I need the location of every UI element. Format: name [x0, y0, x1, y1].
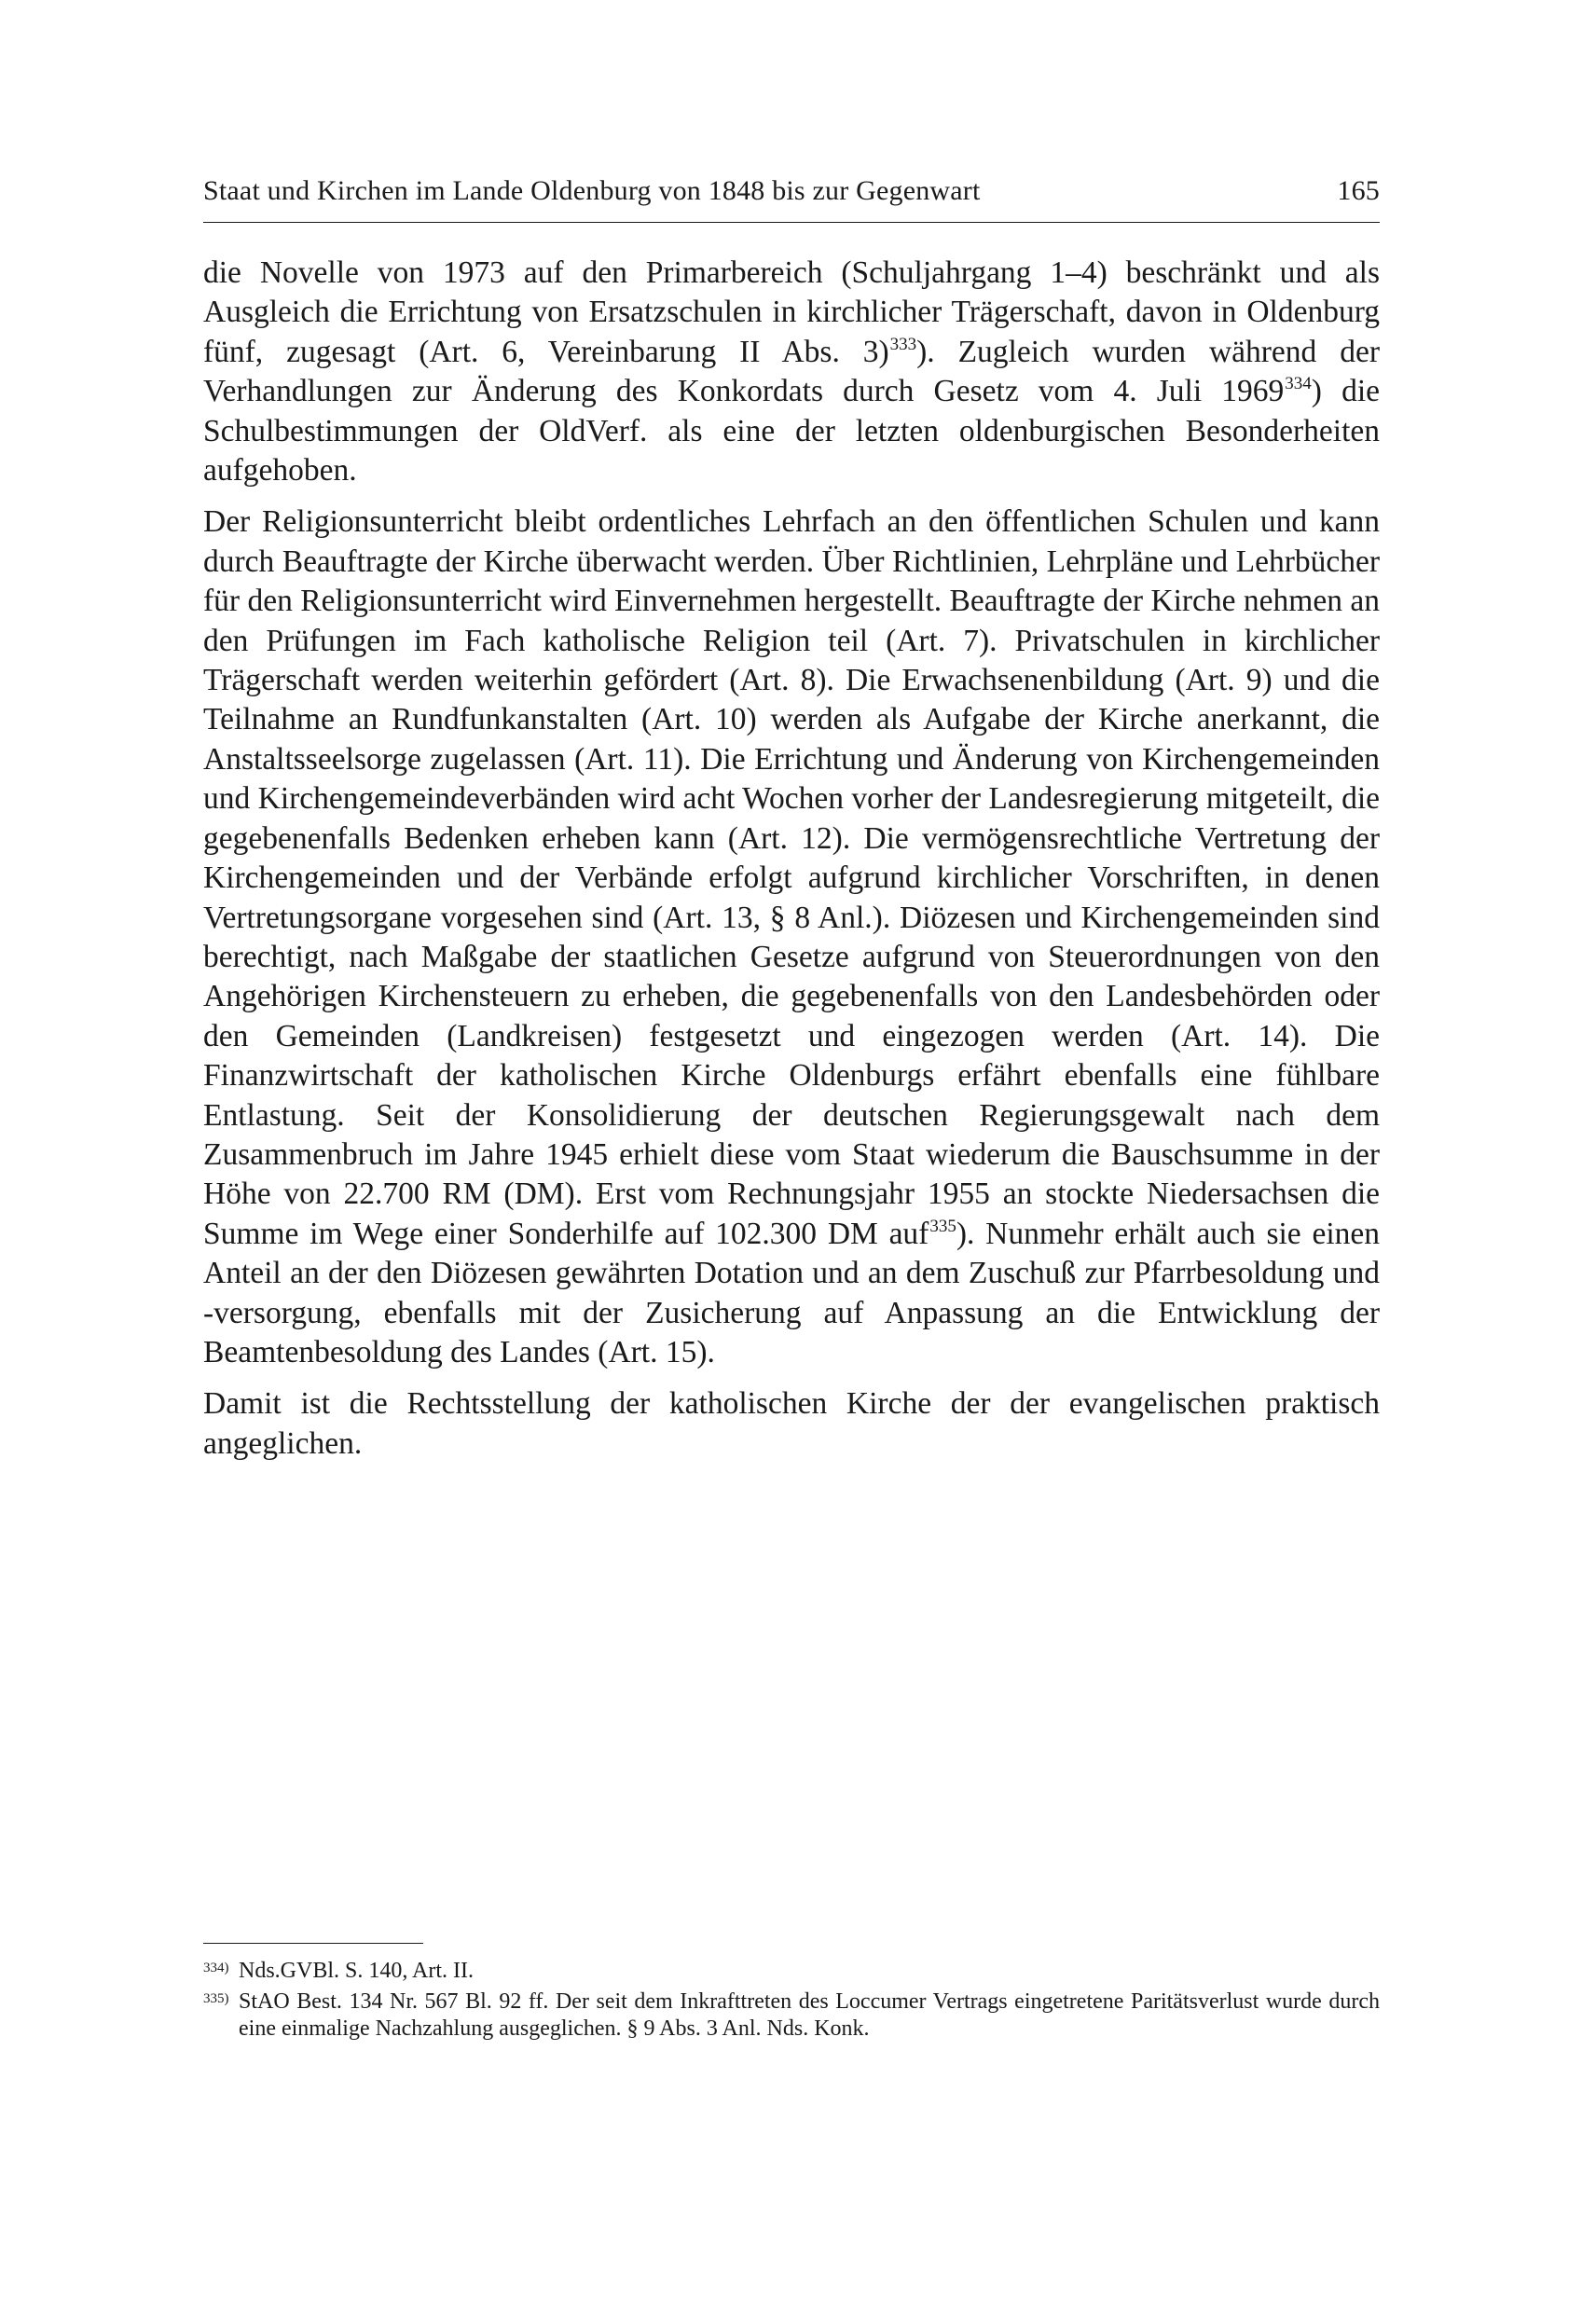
paragraph-text: ). Nunmehr erhält auch sie einen Anteil an der den Diözesen gewährten Dotation und an dem Zuschuß zur Pfarrbesoldung und -versorgung, ebenfalls mit der Zusicherung auf Anpassung an die Entwicklung der Beamtenbesoldung des Landes (Art. 15).	[203, 1216, 1380, 1369]
footnote-rule	[203, 1943, 423, 1944]
footnotes	[203, 1958, 1380, 2044]
paragraph-3	[203, 1384, 1380, 1464]
footnote-text: StAO Best. 134 Nr. 567 Bl. 92 ff. Der seit dem Inkrafttreten des Loccumer Vertrags eingetretene Paritätsverlust wurde durch eine einmalige Nachzahlung ausgeglichen. § 9 Abs. 3 Anl. Nds. Konk.	[239, 1989, 1380, 2042]
body-text	[203, 254, 1380, 1476]
paragraph-1	[203, 254, 1380, 490]
paragraph-text: ). Zugleich wurden während der Verhandlungen zur Änderung des Konkordats durch Gesetz vom 4. Juli 1969	[203, 334, 1380, 409]
running-head	[203, 173, 1380, 209]
footnote-text: Nds.GVBl. S. 140, Art. II.	[239, 1959, 475, 1983]
footnote-reference[interactable]: 333	[889, 334, 917, 354]
header-rule	[203, 222, 1380, 223]
page-number: 165	[1337, 175, 1380, 206]
document-page	[203, 0, 1380, 2312]
footnote-reference[interactable]: 334	[1285, 374, 1312, 394]
running-head-title: Staat und Kirchen im Lande Oldenburg von 1848 bis zur Gegenwart	[203, 175, 981, 206]
footnote-mark: 334)	[203, 1961, 229, 1975]
paragraph-text: ) die Schulbestimmungen der OldVerf. als eine der letzten oldenburgischen Besonderheiten aufgehoben.	[203, 374, 1380, 489]
footnote-mark: 335)	[203, 1990, 229, 2006]
footnote-reference[interactable]: 335	[929, 1216, 956, 1236]
paragraph-text: Damit ist die Rechtsstellung der katholischen Kirche der der evangelischen praktisch angeglichen.	[203, 1386, 1380, 1461]
paragraph-text: die Novelle von 1973 auf den Primarbereich (Schuljahrgang 1–4) beschränkt und als Ausgleich die Errichtung von Ersatzschulen in kirchlicher Trägerschaft, davon in Oldenburg fünf, zugesagt (Art. 6, Vereinbarung II Abs. 3)	[203, 255, 1380, 369]
paragraph-2	[203, 502, 1380, 1372]
paragraph-text: Der Religionsunterricht bleibt ordentliches Lehrfach an den öffentlichen Schulen und kann durch Beauftragte der Kirche überwacht werden. Über Richtlinien, Lehrpläne und Lehrbücher für den Religionsunterricht wird Einvernehmen hergestellt. Beauftragte der Kirche nehmen an den Prüfungen im Fach katholische Religion teil (Art. 7). Privatschulen in kirchlicher Trägerschaft werden weiterhin gefördert (Art. 8). Die Erwachsenenbildung (Art. 9) und die Teilnahme an Rundfunkanstalten (Art. 10) werden als Aufgabe der Kirche anerkannt, die Anstaltsseelsorge zugelassen (Art. 11). Die Errichtung und Änderung von Kirchengemeinden und Kirchengemeindeverbänden wird acht Wochen vorher der Landesregierung mitgeteilt, die gegebenenfalls Bedenken erheben kann (Art. 12). Die vermögensrechtliche Vertretung der Kirchengemeinden und der Verbände erfolgt aufgrund kirchlicher Vorschriften, in denen Vertretungsorgane vorgesehen sind (Art. 13, § 8 Anl.). Diözesen und Kirchengemeinden sind berechtigt, nach Maßgabe der staatlichen Gesetze aufgrund von Steuerordnungen von den Angehörigen Kirchensteuern zu erheben, die gegebenenfalls von den Landesbehörden oder den Gemeinden (Landkreisen) festgesetzt und eingezogen werden (Art. 14). Die Finanzwirtschaft der katholischen Kirche Oldenburgs erfährt ebenfalls eine fühlbare Entlastung. Seit der Konsolidierung der deutschen Regierungsgewalt nach dem Zusammenbruch im Jahre 1945 erhielt diese vom Staat wiederum die Bauschsumme in der Höhe von 22.700 RM (DM). Erst vom Rechnungsjahr 1955 an stockte Niedersachsen die Summe im Wege einer Sonderhilfe auf 102.300 DM auf	[203, 504, 1380, 1251]
footnote-335	[203, 1989, 1380, 2044]
footnote-334	[203, 1958, 1380, 1989]
